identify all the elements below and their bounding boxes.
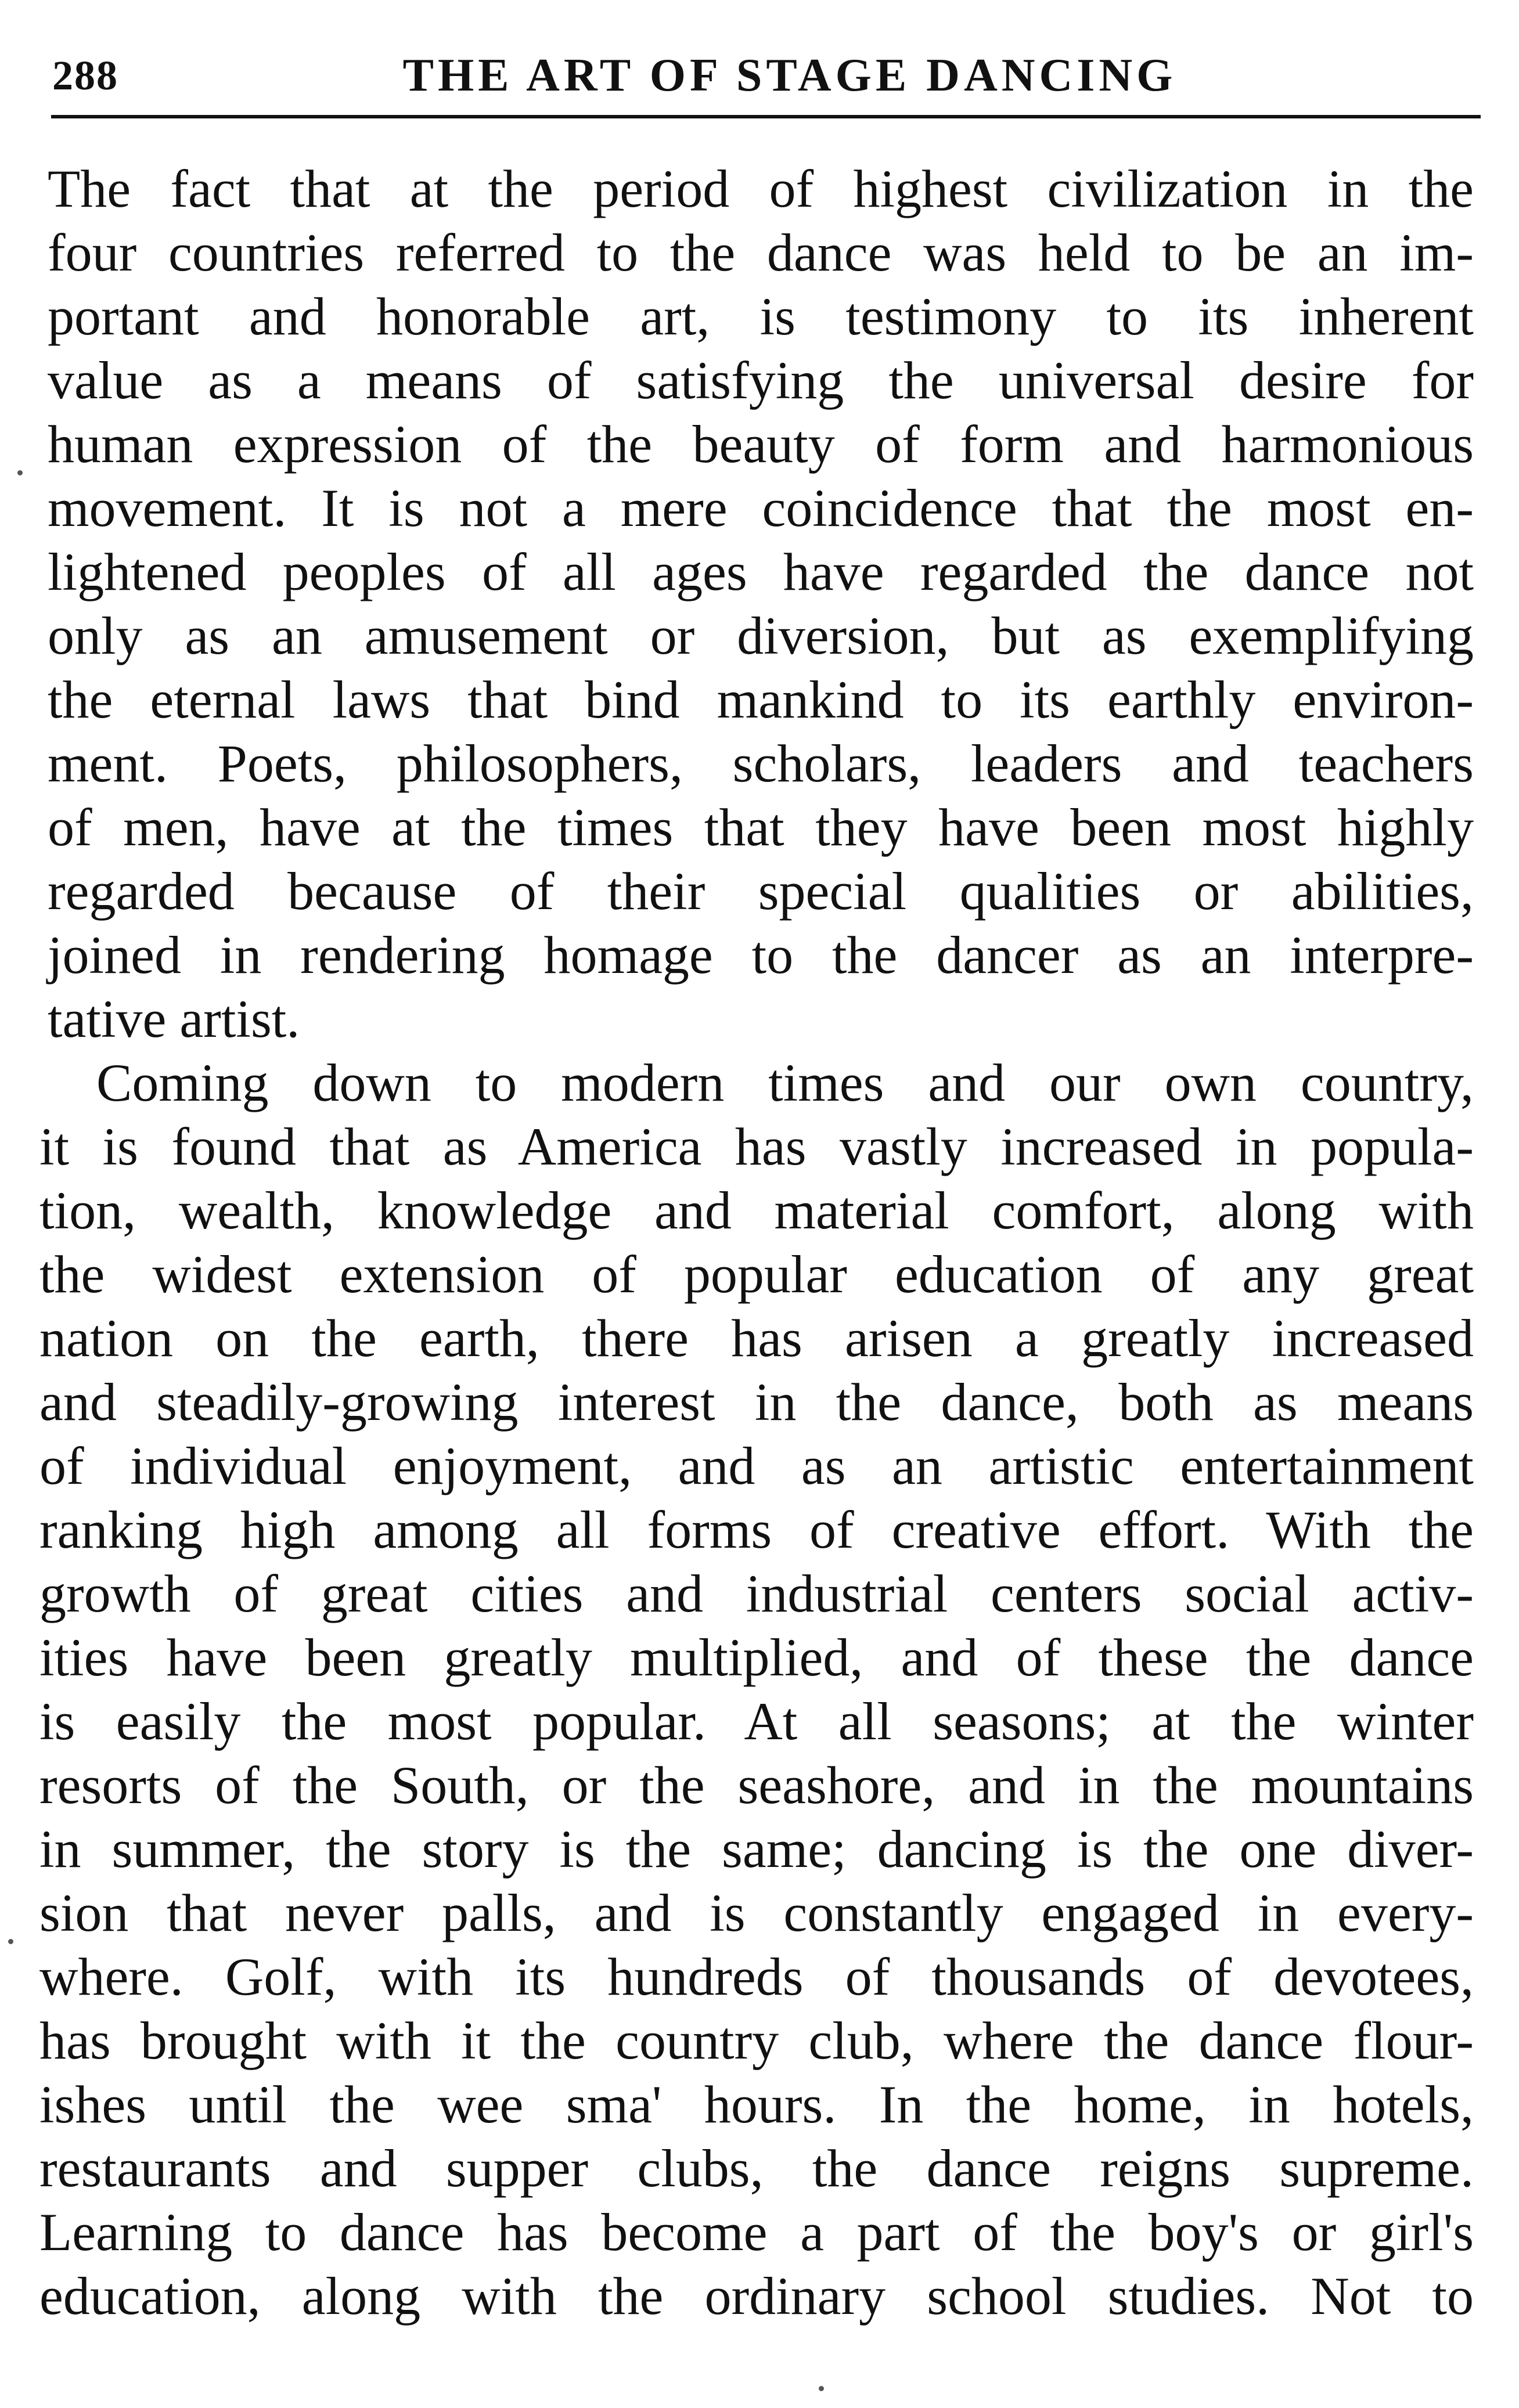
text-line: the eternal laws that bind mankind to its earthly environ- — [48, 670, 1474, 729]
text-line: sion that never palls, and is constantly engaged in every- — [39, 1883, 1474, 1942]
text-line: resorts of the South, or the seashore, and in the mountains — [39, 1755, 1474, 1815]
text-line: movement. It is not a mere coincidence that the most en- — [48, 478, 1474, 538]
text-line: The fact that at the period of highest civilization in the — [48, 159, 1474, 218]
running-head — [52, 44, 1475, 107]
text-line: the widest extension of popular education of any great — [39, 1245, 1474, 1304]
text-line: ities have been greatly multiplied, and of these the dance — [39, 1628, 1474, 1687]
text-line: lightened peoples of all ages have regarded the dance not — [48, 542, 1474, 601]
page-number: 288 — [52, 52, 118, 99]
text-line: nation on the earth, there has arisen a greatly increased — [39, 1308, 1474, 1368]
text-line: human expression of the beauty of form and harmonious — [48, 414, 1474, 474]
paper-speck — [17, 470, 23, 475]
text-line: in summer, the story is the same; dancing is the one diver- — [39, 1819, 1474, 1879]
text-line: growth of great cities and industrial centers social activ- — [39, 1564, 1474, 1623]
text-line: ishes until the wee sma' hours. In the home, in hotels, — [39, 2075, 1474, 2134]
text-line: and steadily-growing interest in the dance, both as means — [39, 1372, 1474, 1432]
paragraph-1 — [39, 157, 1474, 1051]
text-line: portant and honorable art, is testimony to its inherent — [48, 287, 1474, 346]
text-line: education, along with the ordinary school studies. Not to — [39, 2266, 1474, 2326]
text-line: regarded because of their special qualities or abilities, — [48, 861, 1474, 921]
text-line: value as a means of satisfying the universal desire for — [48, 351, 1474, 410]
text-line: ranking high among all forms of creative effort. With the — [39, 1500, 1474, 1559]
text-line: only as an amusement or diversion, but as exemplifying — [48, 606, 1474, 665]
text-line: ment. Poets, philosophers, scholars, leaders and teachers — [48, 734, 1474, 793]
text-line: where. Golf, with its hundreds of thousands of devotees, — [39, 1947, 1474, 2006]
text-line: four countries referred to the dance was held to be an im- — [48, 223, 1474, 282]
paper-speck — [819, 2386, 824, 2391]
text-line: Coming down to modern times and our own country, — [96, 1053, 1474, 1112]
text-line: it is found that as America has vastly increased in popula- — [39, 1117, 1474, 1176]
text-line: tion, wealth, knowledge and material comfort, along with — [39, 1181, 1474, 1240]
body-text — [39, 157, 1474, 2328]
paragraph-2 — [39, 1051, 1474, 2328]
text-line: restaurants and supper clubs, the dance reigns supreme. — [39, 2139, 1474, 2198]
text-line: Learning to dance has become a part of the boy's or girl's — [39, 2202, 1474, 2262]
text-line: is easily the most popular. At all seasons; at the winter — [39, 1692, 1474, 1751]
text-line: joined in rendering homage to the dancer as an interpre- — [48, 925, 1474, 985]
text-line: has brought with it the country club, where the dance flour- — [39, 2011, 1474, 2070]
running-title: THE ART OF STAGE DANCING — [402, 50, 1177, 101]
paper-speck — [8, 1939, 13, 1944]
text-line: of men, have at the times that they have been most highly — [48, 798, 1474, 857]
text-line: tative artist. — [48, 989, 300, 1048]
text-line: of individual enjoyment, and as an artistic entertainment — [39, 1436, 1474, 1495]
header-rule — [51, 115, 1481, 118]
